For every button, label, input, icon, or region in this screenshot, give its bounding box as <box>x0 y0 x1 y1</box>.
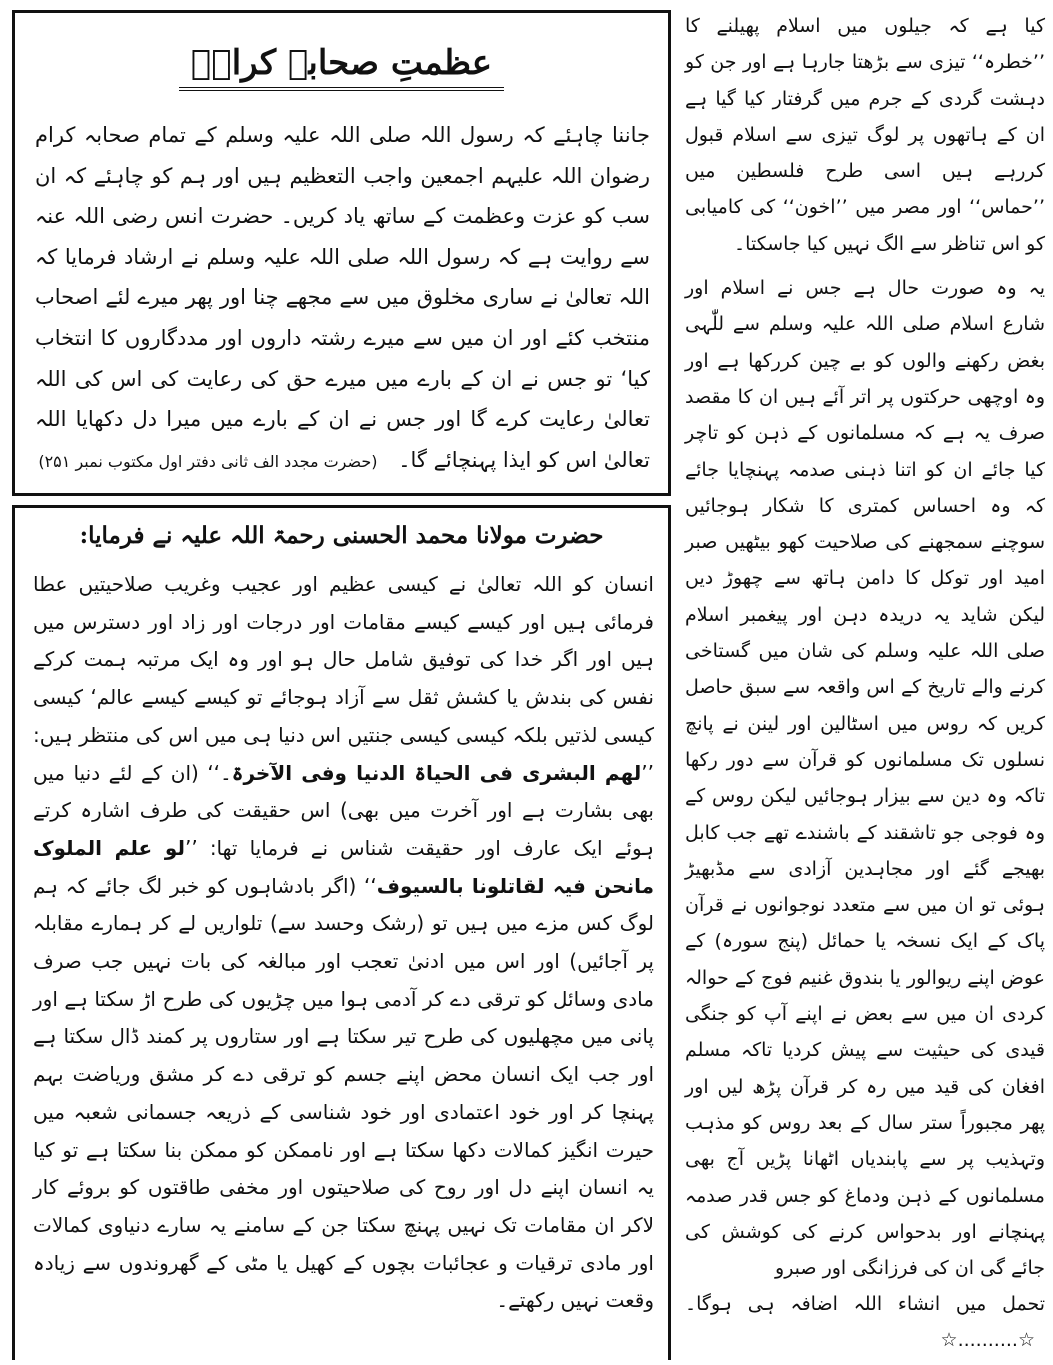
box1-text: جاننا چاہئے کہ رسول اللہ صلی اللہ علیہ وسلم کے تمام صحابہ کرام رضوان اللہ علیہم اجمعین واجب التعظیم ہیں اور ہم کو چاہئے کہ ان سب کو عزت وعظمت کے ساتھ یاد کریں۔ حضرت انس رضی اللہ عنہ سے روایت ہے کہ رسول اللہ صلی اللہ علیہ وسلم نے ارشاد فرمایا کہ اللہ تعالیٰ نے ساری مخلوق میں سے مجھے چنا اور پھر میرے لئے اصحاب منتخب کئے اور ان میں سے میرے رشتہ داروں اور مددگاروں کا انتخاب کیا‘ تو جس نے ان کے بارے میں میرے حق کی رعایت کی اس کی اللہ تعالیٰ رعایت کرے گا اور جس نے ان کے بارے میں میرا دل دکھایا اللہ تعالیٰ اس کو ایذا پہنچائے گا۔ <box>35 123 650 472</box>
box2-text-1: انسان کو اللہ تعالیٰ نے کیسی عظیم اور عجیب وغریب صلاحیتیں عطا فرمائی ہیں اور کیسے کیسے مقامات اور درجات اور زاد اور دسترس میں ہیں اور اگر خدا کی توفیق شامل حال ہو اور وہ ایک مرتبہ ہمت کرکے نفس کی بندش یا کشش ثقل سے آزاد ہوجائے تو کیسے کیسے عالم‘ کیسی کیسی لذتیں بلکہ کیسی کیسی جنتیں اس دنیا ہی میں اس کی منتظر ہیں: ’’ <box>33 572 654 785</box>
azmat-e-sahaba-box <box>12 10 671 496</box>
right-column <box>685 8 1045 1353</box>
closing-text: تحمل میں انشاء اللہ اضافہ ہی ہوگا۔ <box>685 1293 1045 1316</box>
box1-reference: (حضرت مجدد الف ثانی دفتر اول مکتوب نمبر ۲۵۱) <box>38 451 378 471</box>
arabic-saying: لو علم الملوک مانحن فیہ لقاتلونا بالسیوف <box>33 835 654 898</box>
box-title-text: عظمتِ صحابہ کرامؓ <box>179 43 504 91</box>
box2-text-2: ۔‘‘ (ان کے لئے دنیا میں بھی بشارت ہے اور آخرت میں بھی) اس حقیقت کی طرف اشارہ کرتے ہوئے ایک عارف اور حقیقت شناس نے فرمایا تھا: ’’ <box>33 760 654 860</box>
right-column-paragraph-1: کیا ہے کہ جیلوں میں اسلام پھیلنے کا ’’خطرہ‘‘ تیزی سے بڑھتا جارہا ہے اور جن کو دہشت گردی کے جرم میں گرفتار کیا گیا ہے ان کے ہاتھوں پر لوگ تیزی سے اسلام قبول کررہے ہیں اسی طرح فلسطین میں ’’حماس‘‘ اور مصر میں ’’اخون‘‘ کی کامیابی کو اس تناظر سے الگ نہیں کیا جاسکتا۔ <box>685 15 1045 255</box>
box-title <box>15 43 668 115</box>
box2-heading <box>15 522 668 566</box>
closing-stars: ☆..........☆ <box>940 1329 1035 1352</box>
box2-paragraph <box>33 566 654 1320</box>
box1-paragraph <box>35 115 650 482</box>
arabic-verse: لھم البشری فی الحیاۃ الدنیا وفی الآخرۃ <box>231 760 642 785</box>
box2-body <box>15 566 668 1320</box>
box1-body <box>15 115 668 482</box>
box2-heading-text: حضرت مولانا محمد الحسنی رحمۃ اللہ علیہ نے فرمایا: <box>79 522 604 549</box>
right-column-closing-line <box>685 1286 1045 1358</box>
maulana-quote-box <box>12 505 671 1360</box>
right-column-paragraph-2: یہ وہ صورت حال ہے جس نے اسلام اور شارع اسلام صلی اللہ علیہ وسلم سے للّٰہی بغض رکھنے والوں کو بے چین کررکھا ہے اور وہ اوچھی حرکتوں پر اتر آئے ہیں ان کا مقصد صرف یہ ہے کہ مسلمانوں کے ذہن کو تاچر کیا جائے ان کو اتنا ذہنی صدمہ پہنچایا جائے کہ وہ احساس کمتری کا شکار ہوجائیں سوچنے سمجھنے کی صلاحیت کھو بیٹھیں صبر امید اور توکل کا دامن ہاتھ سے چھوڑ دیں لیکن شاید یہ دریدہ دہن اور پیغمبر اسلام صلی اللہ علیہ وسلم کی شان میں گستاخی کرنے والے تاریخ کے اس واقعہ سے سبق حاصل کریں کہ روس میں اسٹالین اور لینن نے پانچ نسلوں تک مسلمانوں کو قرآن سے دور رکھا تاکہ وہ دین سے بیزار ہوجائیں لیکن روس کے وہ فوجی جو تاشقند کے باشندے تھے جب کابل بھیجے گئے اور مجاہدین آزادی سے مڈبھیڑ ہوئی تو ان میں سے متعدد نوجوانوں نے قرآن پاک کے ایک نسخہ یا حمائل (پنج سورہ) کے عوض اپنے ریوالور یا بندوق غنیم فوج کے حوالہ کردی ان میں سے بعض نے اپنے آپ کو جنگی قیدی کی حیثیت سے پیش کردیا تاکہ مسلم افغان کی قید میں رہ کر قرآن پڑھ لیں اور پھر مجبوراً ستر سال کے بعد روس کو مذہب وتہذیب پر سے پابندیاں اٹھانا پڑیں آج بھی مسلمانوں کے ذہن ودماغ کو جس قدر صدمہ پہنچانے اور بدحواس کرنے کی کوشش کی جائے گی ان کی فرزانگی اور صبرو <box>685 277 1045 1280</box>
box2-text-3: ‘‘ (اگر بادشاہوں کو خبر لگ جائے کہ ہم لوگ کس مزے میں ہیں تو (رشک وحسد سے) تلواریں لے کر ہمارے مقابلہ پر آجائیں) اور اس میں ادنیٰ تعجب اور مبالغہ کی بات نہیں جب صرف مادی وسائل کو ترقی دے کر آدمی ہوا میں چڑیوں کی طرح اڑ سکتا ہے اور پانی میں مچھلیوں کی طرح تیر سکتا ہے اور ستاروں پر کمند ڈال سکتا ہے اور جب ایک انسان محض اپنے جسم کو ترقی دے کر مشق وریاضت بہم پہنچا کر اور خود اعتمادی اور خود شناسی کے ذریعہ جسمانی شعبہ میں حیرت انگیز کمالات دکھا سکتا ہے اور ناممکن کو ممکن بنا سکتا ہے تو کیا یہ انسان اپنے دل اور روح کی صلاحیتوں اور مخفی طاقتوں کو بروئے کار لاکر ان مقامات تک نہیں پہنچ سکتا جن کے سامنے یہ سارے دنیاوی کمالات اور مادی ترقیات و عجائبات بچوں کے کھیل یا مٹی کے گھروندوں سے زیادہ وقعت نہیں رکھتے۔ <box>33 873 654 1313</box>
